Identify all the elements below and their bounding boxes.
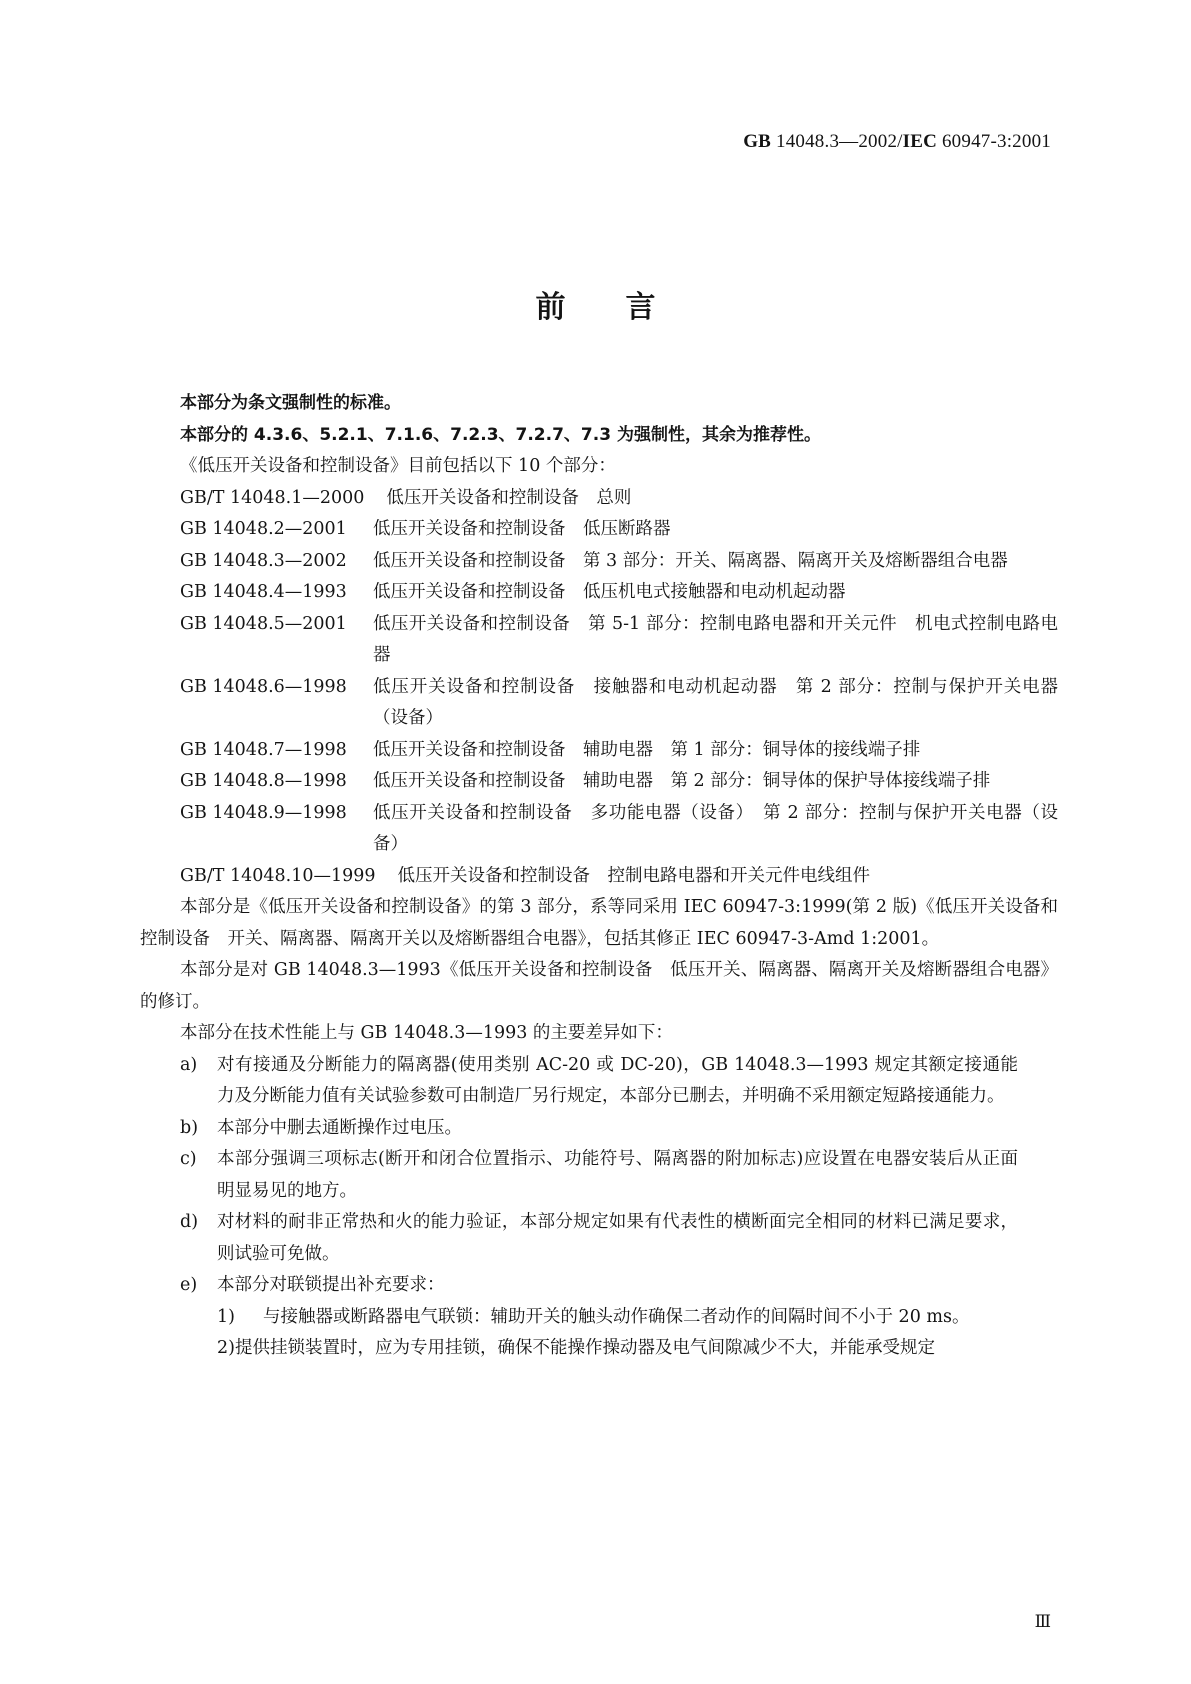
sub-list-marker: 2): [217, 1338, 235, 1358]
standard-entry: [140, 577, 1058, 609]
list-marker: c): [180, 1149, 197, 1169]
standard-entry: [140, 546, 1058, 578]
standard-title: 低压开关设备和控制设备 总则: [386, 487, 632, 508]
list-marker: d): [180, 1212, 199, 1232]
differences-intro: 本部分在技术性能上与 GB 14048.3—1993 的主要差异如下：: [180, 1023, 673, 1043]
list-text: 本部分对联锁提出补充要求：: [217, 1275, 445, 1295]
standard-entry: [140, 483, 1058, 515]
standard-code: GB 14048.6—1998: [180, 676, 347, 697]
iec-prefix: IEC: [902, 131, 938, 152]
sub-list-item: [140, 1333, 1058, 1365]
standard-entry: [140, 514, 1058, 546]
standard-code: GB 14048.8—1998: [180, 771, 347, 791]
list-text: 本部分强调三项标志(断开和闭合位置指示、功能符号、隔离器的附加标志)应设置在电器安装后从正面明显易见的地方。: [217, 1149, 1018, 1201]
list-marker: b): [180, 1117, 199, 1138]
list-item: [140, 1113, 1058, 1145]
standard-code: GB 14048.2—2001: [180, 519, 347, 539]
mandatory-clauses: 本部分的 4.3.6、5.2.1、7.1.6、7.2.3、7.2.7、7.3 为强制性，其余为推荐性。: [180, 424, 821, 445]
standard-entry: [140, 766, 1058, 798]
sub-list-item: [140, 1302, 1058, 1334]
standard-title: 低压开关设备和控制设备 多功能电器（设备） 第 2 部分：控制与保护开关电器（设备）: [373, 802, 1058, 854]
list-item: [140, 1270, 1058, 1302]
standard-title: 低压开关设备和控制设备 低压断路器: [373, 519, 671, 539]
standard-entry: [140, 735, 1058, 767]
page-title: 前言: [535, 290, 716, 325]
standard-entry: [140, 798, 1058, 861]
list-marker: a): [180, 1054, 198, 1075]
standard-code: GB 14048.9—1998: [180, 802, 347, 823]
revision-paragraph: 本部分是对 GB 14048.3—1993《低压开关设备和控制设备 低压开关、隔离器、隔离开关及熔断器组合电器》的修订。: [140, 960, 1058, 1012]
list-item: [140, 1144, 1058, 1207]
list-item: [140, 1207, 1058, 1270]
page-number: Ⅲ: [1034, 1612, 1051, 1631]
list-text: 本部分中删去通断操作过电压。: [217, 1117, 462, 1138]
sub-list-text: 提供挂锁装置时，应为专用挂锁，确保不能操作操动器及电气间隙减少不大，并能承受规定: [234, 1338, 935, 1358]
iec-number: 60947-3:2001: [937, 131, 1051, 152]
standard-title: 低压开关设备和控制设备 接触器和电动机起动器 第 2 部分：控制与保护开关电器（设备）: [373, 676, 1058, 728]
standard-code: GB/T 14048.10—1999: [180, 865, 376, 886]
standard-code-header: [743, 131, 1051, 153]
standard-title: 低压开关设备和控制设备 低压机电式接触器和电动机起动器: [373, 582, 846, 602]
list-marker: e): [180, 1275, 198, 1295]
foreword-body: [140, 388, 1058, 1365]
series-intro: 《低压开关设备和控制设备》目前包括以下 10 个部分：: [180, 456, 616, 476]
standard-title: 低压开关设备和控制设备 控制电路电器和开关元件电线组件: [397, 865, 871, 886]
standard-code: GB 14048.4—1993: [180, 582, 347, 602]
gb-number: 14048.3—2002/: [771, 131, 903, 152]
mandatory-statement: 本部分为条文强制性的标准。: [180, 393, 401, 413]
sub-list-text: 与接触器或断路器电气联锁：辅助开关的触头动作确保二者动作的间隔时间不小于 20 ms。: [263, 1306, 970, 1327]
sub-list-marker: 1): [217, 1306, 235, 1327]
standard-code: GB 14048.5—2001: [180, 613, 347, 634]
standard-title: 低压开关设备和控制设备 第 3 部分：开关、隔离器、隔离开关及熔断器组合电器: [373, 550, 1008, 571]
standard-entry: [140, 672, 1058, 735]
list-text: 对有接通及分断能力的隔离器(使用类别 AC-20 或 DC-20)，GB 14048.3—1993 规定其额定接通能力及分断能力值有关试验参数可由制造厂另行规定，本部分已删去，并明确不采用额定短路接通能力。: [217, 1054, 1018, 1106]
standard-code: GB/T 14048.1—2000: [180, 487, 365, 508]
list-item: [140, 1050, 1058, 1113]
adoption-paragraph: 本部分是《低压开关设备和控制设备》的第 3 部分，系等同采用 IEC 60947-3:1999(第 2 版)《低压开关设备和控制设备 开关、隔离器、隔离开关以及熔断器组合电器》，包括其修正 IEC 60947-3-Amd 1:2001。: [140, 897, 1058, 949]
standard-title: 低压开关设备和控制设备 辅助电器 第 1 部分：铜导体的接线端子排: [373, 739, 921, 760]
standard-code: GB 14048.7—1998: [180, 739, 347, 760]
standard-code: GB 14048.3—2002: [180, 550, 347, 571]
list-text: 对材料的耐非正常热和火的能力验证，本部分规定如果有代表性的横断面完全相同的材料已满足要求，则试验可免做。: [217, 1212, 1018, 1264]
standard-title: 低压开关设备和控制设备 第 5-1 部分：控制电路电器和开关元件 机电式控制电路电器: [373, 613, 1058, 665]
gb-prefix: GB: [743, 131, 772, 152]
standard-entry: [140, 609, 1058, 672]
standard-entry: [140, 861, 1058, 893]
standard-title: 低压开关设备和控制设备 辅助电器 第 2 部分：铜导体的保护导体接线端子排: [373, 771, 991, 791]
